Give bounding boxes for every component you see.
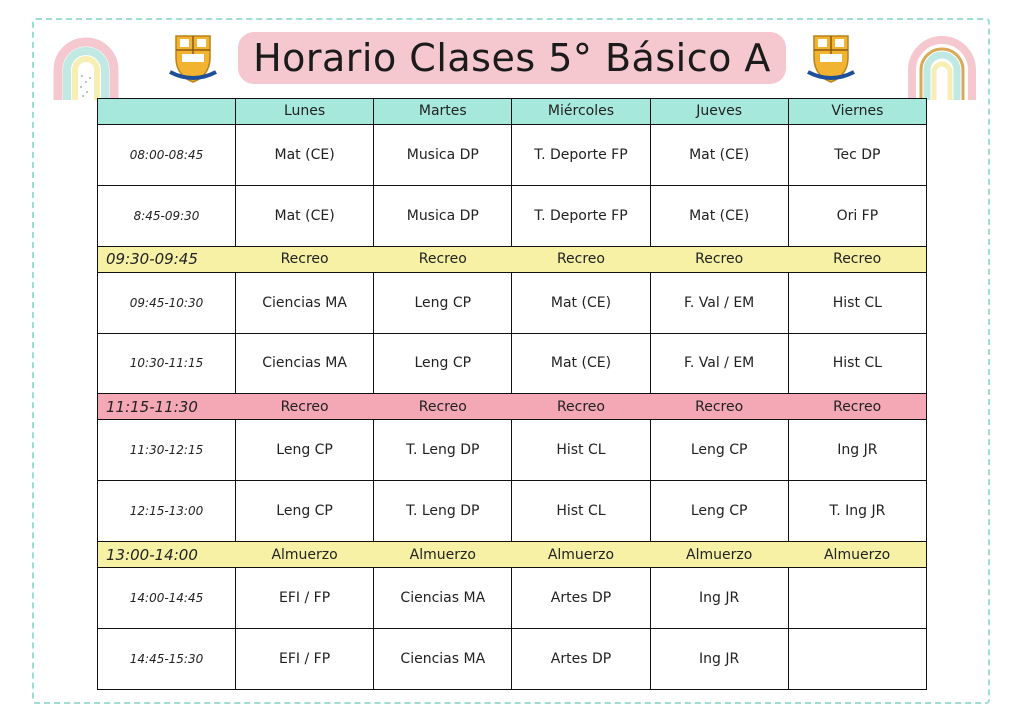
subject-cell: Leng CP bbox=[650, 481, 788, 542]
break-cell: Almuerzo bbox=[236, 542, 374, 568]
header-day-friday: Viernes bbox=[788, 99, 926, 125]
time-slot-cell: 11:15-11:30 bbox=[98, 394, 236, 420]
break-cell: Almuerzo bbox=[650, 542, 788, 568]
table-row bbox=[98, 272, 927, 333]
subject-cell bbox=[788, 628, 926, 689]
break-cell: Almuerzo bbox=[512, 542, 650, 568]
schedule-table-wrap bbox=[97, 98, 927, 690]
subject-cell: Ing JR bbox=[650, 628, 788, 689]
school-crest-icon bbox=[168, 32, 218, 86]
subject-cell: Hist CL bbox=[512, 481, 650, 542]
rainbow-icon bbox=[906, 32, 978, 102]
break-cell: Recreo bbox=[788, 246, 926, 272]
table-row bbox=[98, 124, 927, 185]
page-title: Horario Clases 5° Básico A bbox=[253, 36, 771, 80]
schedule-table bbox=[97, 98, 927, 690]
subject-cell: Ciencias MA bbox=[236, 333, 374, 394]
break-cell: Recreo bbox=[236, 246, 374, 272]
subject-cell: Ciencias MA bbox=[374, 568, 512, 629]
header-day-monday: Lunes bbox=[236, 99, 374, 125]
header-day-wednesday: Miércoles bbox=[512, 99, 650, 125]
subject-cell: Mat (CE) bbox=[650, 124, 788, 185]
title-banner bbox=[238, 32, 786, 84]
subject-cell: Hist CL bbox=[788, 272, 926, 333]
subject-cell: Leng CP bbox=[374, 272, 512, 333]
subject-cell: Artes DP bbox=[512, 568, 650, 629]
subject-cell: Hist CL bbox=[788, 333, 926, 394]
time-slot-cell: 14:00-14:45 bbox=[98, 568, 236, 629]
subject-cell: F. Val / EM bbox=[650, 272, 788, 333]
break-cell: Almuerzo bbox=[788, 542, 926, 568]
subject-cell: Tec DP bbox=[788, 124, 926, 185]
break-cell: Recreo bbox=[650, 246, 788, 272]
break-cell: Recreo bbox=[788, 394, 926, 420]
subject-cell: Ori FP bbox=[788, 185, 926, 246]
time-slot-cell: 14:45-15:30 bbox=[98, 628, 236, 689]
subject-cell: Leng CP bbox=[236, 481, 374, 542]
break-cell: Recreo bbox=[512, 394, 650, 420]
subject-cell: Leng CP bbox=[236, 420, 374, 481]
subject-cell: Ciencias MA bbox=[374, 628, 512, 689]
subject-cell: Mat (CE) bbox=[650, 185, 788, 246]
subject-cell: Musica DP bbox=[374, 124, 512, 185]
time-slot-cell: 11:30-12:15 bbox=[98, 420, 236, 481]
subject-cell: Mat (CE) bbox=[512, 333, 650, 394]
table-row bbox=[98, 333, 927, 394]
subject-cell: Mat (CE) bbox=[512, 272, 650, 333]
header-day-thursday: Jueves bbox=[650, 99, 788, 125]
time-slot-cell: 09:30-09:45 bbox=[98, 246, 236, 272]
subject-cell: T. Leng DP bbox=[374, 481, 512, 542]
header-day-tuesday: Martes bbox=[374, 99, 512, 125]
subject-cell: Leng CP bbox=[650, 420, 788, 481]
break-cell: Recreo bbox=[512, 246, 650, 272]
subject-cell: Ing JR bbox=[650, 568, 788, 629]
time-slot-cell: 08:00-08:45 bbox=[98, 124, 236, 185]
break-cell: Recreo bbox=[374, 394, 512, 420]
break-row bbox=[98, 542, 927, 568]
subject-cell: F. Val / EM bbox=[650, 333, 788, 394]
subject-cell: Mat (CE) bbox=[236, 185, 374, 246]
school-crest-icon bbox=[806, 32, 856, 86]
break-cell: Recreo bbox=[236, 394, 374, 420]
subject-cell: EFI / FP bbox=[236, 568, 374, 629]
rainbow-icon bbox=[52, 32, 120, 102]
header-corner bbox=[98, 99, 236, 125]
subject-cell: T. Leng DP bbox=[374, 420, 512, 481]
subject-cell: EFI / FP bbox=[236, 628, 374, 689]
break-cell: Recreo bbox=[374, 246, 512, 272]
subject-cell: Artes DP bbox=[512, 628, 650, 689]
break-row bbox=[98, 394, 927, 420]
table-row bbox=[98, 628, 927, 689]
table-row bbox=[98, 568, 927, 629]
subject-cell: Musica DP bbox=[374, 185, 512, 246]
subject-cell: Ciencias MA bbox=[236, 272, 374, 333]
subject-cell: Hist CL bbox=[512, 420, 650, 481]
table-row bbox=[98, 481, 927, 542]
subject-cell: T. Deporte FP bbox=[512, 124, 650, 185]
subject-cell bbox=[788, 568, 926, 629]
table-row bbox=[98, 185, 927, 246]
time-slot-cell: 8:45-09:30 bbox=[98, 185, 236, 246]
header-row bbox=[98, 99, 927, 125]
time-slot-cell: 12:15-13:00 bbox=[98, 481, 236, 542]
table-row bbox=[98, 420, 927, 481]
break-cell: Recreo bbox=[650, 394, 788, 420]
subject-cell: Leng CP bbox=[374, 333, 512, 394]
subject-cell: T. Deporte FP bbox=[512, 185, 650, 246]
subject-cell: Mat (CE) bbox=[236, 124, 374, 185]
break-cell: Almuerzo bbox=[374, 542, 512, 568]
subject-cell: Ing JR bbox=[788, 420, 926, 481]
break-row bbox=[98, 246, 927, 272]
time-slot-cell: 10:30-11:15 bbox=[98, 333, 236, 394]
time-slot-cell: 09:45-10:30 bbox=[98, 272, 236, 333]
subject-cell: T. Ing JR bbox=[788, 481, 926, 542]
time-slot-cell: 13:00-14:00 bbox=[98, 542, 236, 568]
